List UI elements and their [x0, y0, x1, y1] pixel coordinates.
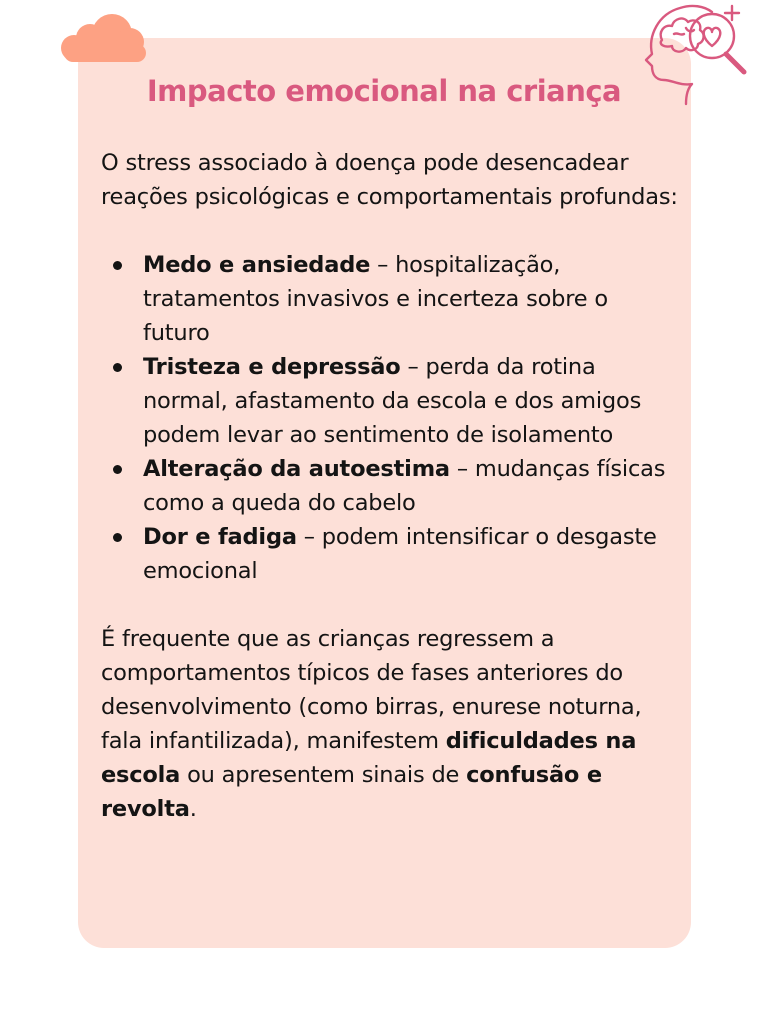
closing-text-2: ou apresentem sinais de	[180, 762, 467, 788]
list-item-self-esteem	[101, 452, 681, 520]
bullet-dot	[113, 363, 122, 372]
closing-text-1: É frequente que as crianças regressem a comportamentos típicos de fases anteriores do desenvolvimento (como birras, enurese noturna, fala infantilizada), manifestem	[101, 626, 642, 754]
closing-emphasis-school: dificuldades na escola	[101, 728, 637, 788]
page-title: Impacto emocional na criança	[146, 74, 622, 108]
list-item-text: – mudanças físicas como a queda do cabelo	[143, 456, 666, 516]
list-item-text: – perda da rotina normal, afastamento da escola e dos amigos podem levar ao sentimento de isolamento	[143, 354, 642, 448]
list-item-heading: Tristeza e depressão	[143, 354, 401, 380]
bullet-dot	[113, 465, 122, 474]
list-item-sadness	[101, 350, 681, 452]
closing-text-3: .	[189, 796, 197, 822]
list-item-fear	[101, 248, 681, 350]
list-item-heading: Alteração da autoestima	[143, 456, 450, 482]
list-item-text: – podem intensificar o desgaste emocional	[143, 524, 657, 584]
main-text	[101, 146, 681, 826]
list-item-pain	[101, 520, 681, 588]
list-item-text: – hospitalização, tratamentos invasivos e incerteza sobre o futuro	[143, 252, 608, 346]
closing-paragraph	[101, 622, 681, 826]
effects-list	[101, 248, 681, 588]
bullet-dot	[113, 533, 122, 542]
closing-emphasis-confusion: confusão e revolta	[101, 762, 602, 822]
list-item-heading: Medo e ansiedade	[143, 252, 371, 278]
bullet-dot	[113, 261, 122, 270]
cloud-icon	[52, 8, 152, 66]
list-item-heading: Dor e fadiga	[143, 524, 297, 550]
intro-paragraph: O stress associado à doença pode desencadear reações psicológicas e comportamentais profundas:	[101, 150, 678, 210]
